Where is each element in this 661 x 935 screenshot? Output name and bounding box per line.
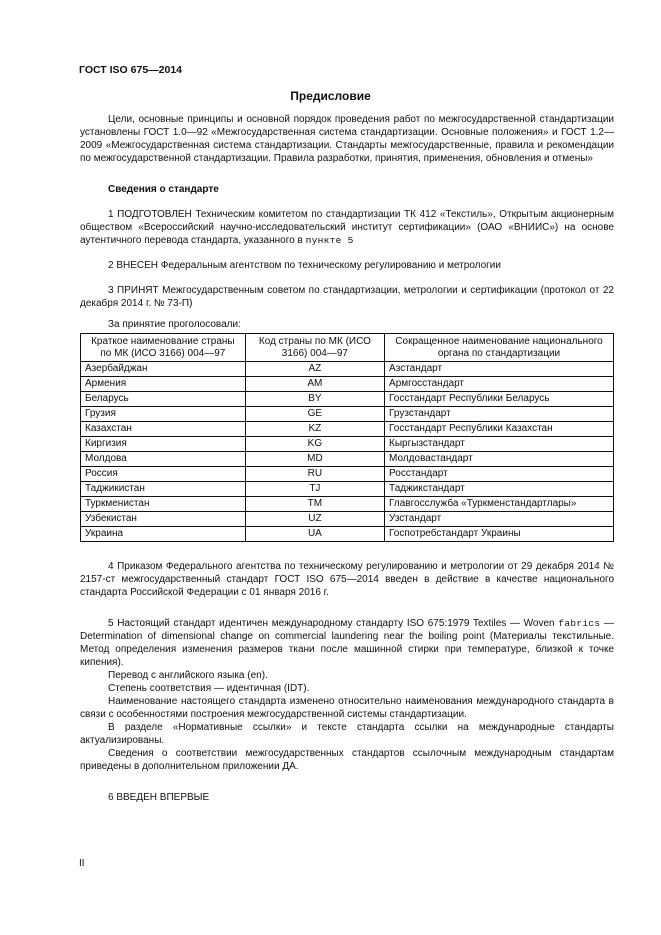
table-row (81, 467, 614, 482)
table-header-country: Краткое наименование страны по МК (ИСО 3166) 004—97 (81, 334, 246, 362)
document-id-header: ГОСТ ISO 675—2014 (79, 64, 183, 76)
table-cell-code: UA (245, 527, 384, 542)
table-cell-country: Таджикистан (81, 482, 246, 497)
table-cell-code: RU (245, 467, 384, 482)
table-row (81, 452, 614, 467)
table-row (81, 422, 614, 437)
table-row (81, 512, 614, 527)
table-cell-body: Главгосслужба «Туркменстандартлары» (385, 497, 614, 512)
table-cell-country: Беларусь (81, 392, 246, 407)
table-cell-code: KZ (245, 422, 384, 437)
table-cell-body: Таджикстандарт (385, 482, 614, 497)
item-6-paragraph: 6 ВВЕДЕН ВПЕРВЫЕ (108, 792, 210, 803)
item-5-paragraph (80, 617, 614, 669)
table-row (81, 527, 614, 542)
table-cell-code: KG (245, 437, 384, 452)
table-cell-code: AM (245, 377, 384, 392)
table-cell-country: Казахстан (81, 422, 246, 437)
table-cell-country: Киргизия (81, 437, 246, 452)
item-5-text-a: 5 Настоящий стандарт идентичен международному стандарту ISO 675:1979 Textiles — Woven (108, 618, 555, 629)
table-cell-body: Грузстандарт (385, 407, 614, 422)
table-cell-code: UZ (245, 512, 384, 527)
item-3-paragraph: 3 ПРИНЯТ Межгосударственным советом по стандартизации, метрологии и сертификации (протокол от 22 декабря 2014 г. № 73-П) (80, 285, 614, 309)
table-row (81, 377, 614, 392)
item-5-normative-refs: В разделе «Нормативные ссылки» и тексте стандарта ссылки на международные стандарты актуализированы. (80, 722, 614, 746)
table-header-body: Сокращенное наименование национального органа по стандартизации (385, 334, 614, 362)
table-row (81, 407, 614, 422)
table-row (81, 482, 614, 497)
item-5-annex-info: Сведения о соответствии межгосударственных стандартов ссылочным международным стандартам приведены в дополнительном приложении ДА. (80, 748, 614, 772)
item-1-ref: пункте 5 (305, 235, 354, 246)
table-cell-body: Госстандарт Республики Беларусь (385, 392, 614, 407)
intro-paragraph: Цели, основные принципы и основной порядок проведения работ по межгосударственной стандартизации установлены ГОСТ 1.0—92 «Межгосударственная система стандартизации. Основные положения» и ГОСТ 1.2—2009 «Межгосударственная система стандартизации. Стандарты межгосударственные, правила и рекомендации по межгосударственной стандартизации. Правила разработки, принятия, применения, обновления и отмены» (80, 114, 614, 164)
table-cell-body: Азстандарт (385, 362, 614, 377)
page-number: II (79, 858, 85, 869)
table-row (81, 497, 614, 512)
item-5-translation: Перевод с английского языка (en). (108, 670, 268, 681)
table-cell-country: Армения (81, 377, 246, 392)
table-row (81, 392, 614, 407)
table-cell-body: Узстандарт (385, 512, 614, 527)
table-cell-body: Кыргызстандарт (385, 437, 614, 452)
table-cell-body: Молдовастандарт (385, 452, 614, 467)
table-cell-code: TJ (245, 482, 384, 497)
table-cell-body: Госстандарт Республики Казахстан (385, 422, 614, 437)
table-cell-code: MD (245, 452, 384, 467)
document-body (80, 113, 614, 804)
table-cell-country: Молдова (81, 452, 246, 467)
table-cell-code: TM (245, 497, 384, 512)
table-row (81, 437, 614, 452)
item-1-text: 1 ПОДГОТОВЛЕН Техническим комитетом по стандартизации ТК 412 «Текстиль», Открытым акционерным обществом «Всероссийский научно-исследовательский институт сертификации» (ОАО «ВНИИС») на основе аутентичного перевода стандарта, указанного в (80, 209, 614, 246)
table-cell-country: Узбекистан (81, 512, 246, 527)
table-cell-country: Грузия (81, 407, 246, 422)
table-cell-country: Азербайджан (81, 362, 246, 377)
item-5-degree: Степень соответствия — идентичная (IDT). (108, 683, 310, 694)
table-cell-code: BY (245, 392, 384, 407)
table-cell-body: Армгосстандарт (385, 377, 614, 392)
table-cell-code: AZ (245, 362, 384, 377)
vote-caption: За принятие проголосовали: (108, 319, 241, 330)
section-heading: Сведения о стандарте (108, 184, 219, 195)
item-5-text-b: — Determination of dimensional change on commercial laundering near the boiling point (Материалы текстильные. Метод определения изменения размеров ткани после машинной стирки при температуре, близкой к точке кипения). (80, 618, 615, 668)
item-1-paragraph (80, 208, 614, 247)
table-cell-body: Росстандарт (385, 467, 614, 482)
table-header-row (81, 334, 614, 362)
item-4-paragraph: 4 Приказом Федерального агентства по техническому регулированию и метрологии от 29 декабря 2014 № 2157-ст межгосударственный стандарт ГОСТ ISO 675—2014 введен в действие в качестве национального стандарта Российской Федерации с 01 января 2016 г. (80, 561, 614, 598)
item-5-name-change: Наименование настоящего стандарта изменено относительно наименования международного стандарта в связи с особенностями построения межгосударственной системы стандартизации. (80, 696, 614, 720)
table-cell-body: Госпотребстандарт Украины (385, 527, 614, 542)
item-5-text-mono: fabrics (558, 618, 601, 629)
table-header-code: Код страны по МК (ИСО 3166) 004—97 (245, 334, 384, 362)
page-title: Предисловие (290, 89, 371, 103)
item-2-paragraph: 2 ВНЕСЕН Федеральным агентством по техническому регулированию и метрологии (108, 260, 501, 271)
table-row (81, 362, 614, 377)
table-cell-code: GE (245, 407, 384, 422)
table-cell-country: Россия (81, 467, 246, 482)
table-cell-country: Туркменистан (81, 497, 246, 512)
voting-table (80, 333, 614, 542)
table-cell-country: Украина (81, 527, 246, 542)
